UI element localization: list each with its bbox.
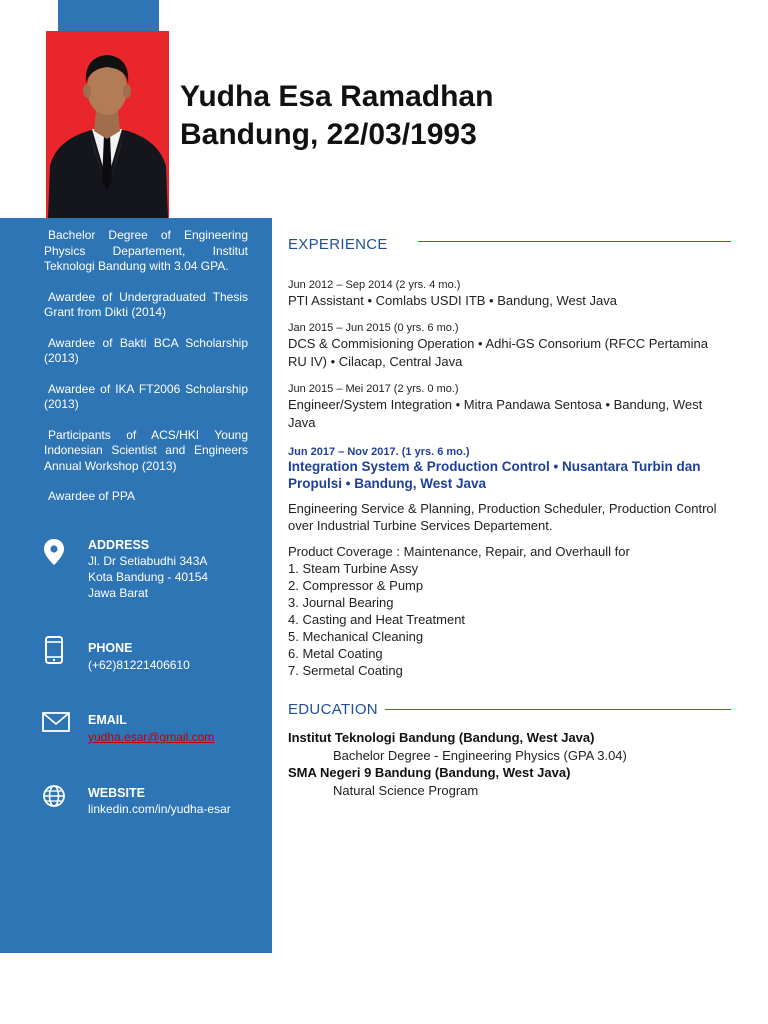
education-divider (385, 709, 731, 710)
email-link[interactable]: yudha.esar@gmail.com (88, 730, 215, 744)
job-dates: Jun 2015 – Mei 2017 (2 yrs. 0 mo.) (288, 383, 459, 395)
coverage-intro: Product Coverage : Maintenance, Repair, and Overhaull for (288, 544, 630, 559)
phone-value: (+62)81221406610 (88, 658, 190, 672)
job-entry (288, 321, 728, 371)
achievement-item: Awardee of PPA (48, 489, 135, 503)
job-role: Integration System & Production Control • Nusantara Turbin dan Propulsi • Bandung, West Java (288, 459, 701, 491)
coverage-item: 2. Compressor & Pump (288, 578, 424, 593)
left-sidebar (0, 218, 272, 953)
coverage-item: 5. Mechanical Cleaning (288, 629, 424, 644)
job-entry-current (288, 445, 728, 492)
degree-program: Bachelor Degree - Engineering Physics (GPA 3.04) (333, 747, 627, 763)
achievement-item: Participants of ACS/HKI Young Indonesian Scientist and Engineers Annual Workshop (2013) (44, 427, 248, 473)
experience-divider (418, 241, 731, 242)
email-label: EMAIL (88, 713, 127, 727)
education-entry (288, 764, 728, 799)
globe-icon (42, 784, 66, 808)
coverage-item: 3. Journal Bearing (288, 595, 394, 610)
school-name: Institut Teknologi Bandung (Bandung, West Java) (288, 730, 595, 745)
coverage-list (288, 560, 728, 679)
education-heading: EDUCATION (288, 701, 378, 718)
school-name: SMA Negeri 9 Bandung (Bandung, West Java) (288, 765, 571, 780)
degree-program: Natural Science Program (333, 782, 479, 798)
job-dates: Jun 2017 – Nov 2017. (1 yrs. 6 mo.) (288, 446, 470, 458)
job-role: DCS & Commisioning Operation • Adhi-GS Consorium (RFCC Pertamina RU IV) • Cilacap, Central Java (288, 336, 708, 369)
job-dates: Jan 2015 – Jun 2015 (0 yrs. 6 mo.) (288, 322, 459, 334)
full-name: Yudha Esa Ramadhan (180, 80, 494, 113)
job-dates: Jun 2012 – Sep 2014 (2 yrs. 4 mo.) (288, 279, 461, 291)
coverage-item: 1. Steam Turbine Assy (288, 561, 419, 576)
top-accent-bar (58, 0, 159, 32)
location-pin-icon (42, 538, 66, 562)
profile-photo (46, 31, 169, 218)
address-value: Jl. Dr Setiabudhi 343A Kota Bandung - 40154 Jawa Barat (88, 554, 209, 600)
achievement-item: Awardee of Bakti BCA Scholarship (2013) (44, 335, 248, 365)
coverage-item: 7. Sermetal Coating (288, 663, 403, 678)
achievement-item: Bachelor Degree of Engineering Physics Departement, Institut Teknologi Bandung with 3.04 GPA. (44, 228, 248, 273)
education-entry (288, 729, 728, 764)
birth-place-date: Bandung, 22/03/1993 (180, 118, 477, 151)
address-label: ADDRESS (88, 538, 150, 552)
coverage-item: 6. Metal Coating (288, 646, 383, 661)
phone-icon (42, 636, 66, 660)
product-coverage (288, 543, 728, 679)
achievement-item: Awardee of Undergraduated Thesis Grant from Dikti (2014) (44, 289, 248, 319)
website-link[interactable]: linkedin.com/in/yudha-esar (88, 802, 231, 816)
job-entry (288, 382, 728, 432)
achievement-item: Awardee of IKA FT2006 Scholarship (2013) (44, 381, 248, 411)
job-role: PTI Assistant • Comlabs USDI ITB • Bandung, West Java (288, 293, 617, 308)
achievements-list (44, 228, 248, 520)
job-entry (288, 278, 728, 310)
job-role: Engineer/System Integration • Mitra Pandawa Sentosa • Bandung, West Java (288, 397, 703, 430)
resume-header (180, 78, 493, 154)
phone-label: PHONE (88, 641, 133, 655)
envelope-icon (42, 711, 66, 735)
experience-heading: EXPERIENCE (288, 236, 388, 253)
coverage-item: 4. Casting and Heat Treatment (288, 612, 466, 627)
website-label: WEBSITE (88, 786, 145, 800)
job-description: Engineering Service & Planning, Production Scheduler, Production Control over Industrial Turbine Services Departement. (288, 501, 717, 533)
